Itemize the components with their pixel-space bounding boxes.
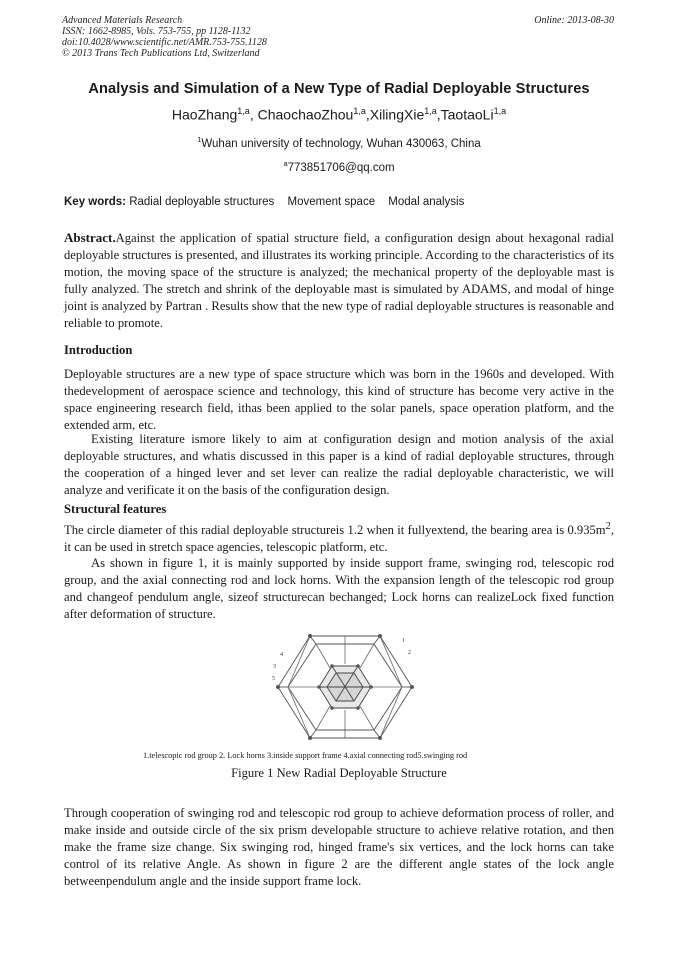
keyword: Modal analysis: [388, 196, 465, 208]
email: [40, 159, 638, 174]
figure-label: 1: [402, 638, 405, 644]
journal-issn: ISSN: 1662-8985, Vols. 753-755, pp 1128-1132: [62, 26, 251, 37]
deployable-structure-figure: [270, 628, 420, 746]
figure-label: 2: [408, 650, 411, 656]
journal-name: Advanced Materials Research: [62, 15, 183, 26]
keyword: Radial deployable structures: [129, 196, 275, 208]
structural-heading: Structural features: [64, 502, 167, 516]
figure-caption: Figure 1 New Radial Deployable Structure: [231, 766, 447, 780]
affiliation-sup: 1: [197, 135, 202, 144]
author-name: XilingXie: [369, 106, 425, 123]
introduction-paragraph-1: Deployable structures are a new type of space structure which was born in the 1960s and developed. With thedevelopment of aerospace science and technology, this kind of structure has become very active in the space engineering research field, ithas been applied to the solar panels, space operation platform, and the extended arm, etc.: [64, 367, 614, 432]
author-sup: 1,a: [424, 106, 437, 116]
keywords: [64, 196, 624, 208]
closing-paragraph: Through cooperation of swinging rod and telescopic rod group to achieve deformation process of roller, and make inside and outside circle of the six prism developable structure to achieve relative rotation, and then make the frame size change. Six swinging rod, hinged frame's six vertices, and the lock horns can take control of its relative Angle. As shown in figure 2 are the different angle states of the lock angle betweenpendulum angle and the inside support frame lock.: [64, 806, 614, 888]
journal-header: [62, 15, 442, 59]
figure-label: 5: [272, 676, 275, 682]
keywords-label: Key words:: [64, 196, 126, 208]
author-sup: 1,a: [237, 106, 250, 116]
structural-paragraph-1: [64, 518, 614, 556]
structural-text: , it can be used in stretch space agencies, telescopic platform, etc.: [64, 523, 614, 555]
author-name: TaotaoLi: [440, 106, 494, 123]
affiliation-text: Wuhan university of technology, Wuhan 430063, China: [201, 137, 481, 150]
area-superscript: 2: [605, 521, 611, 532]
abstract-label: Abstract.: [64, 230, 116, 245]
journal-copyright: © 2013 Trans Tech Publications Ltd, Switzerland: [62, 48, 260, 59]
author-sup: 1,a: [493, 106, 507, 116]
inside-support-frame: [319, 666, 371, 708]
abstract: [64, 229, 614, 332]
figure-legend: 1.telescopic rod group 2. Lock horns 3.inside support frame 4.axial connecting rod5.swinging rod: [143, 751, 468, 760]
author-list: HaoZhang$^{1,a}$, ChaochaoZhou$^{1,a}$,XilingXie$^{1,a}$,TaotaoLi$^{1,a}$: [171, 106, 507, 123]
paper-title: Analysis and Simulation of a New Type of Radial Deployable Structures: [88, 81, 590, 97]
author-sup: 1,a: [353, 106, 366, 116]
introduction-paragraph-2: Existing literature ismore likely to aim at configuration design and motion analysis of the axial deployable structures, and whatis discussed in this paper is a kind of radial deployable structures, through the cooperation of a hinged lever and set lever can realize the radial deployable characteristic, we will analyze and verificate it on the basis of the configuration design.: [64, 432, 614, 497]
structural-text: The circle diameter of this radial deployable structureis 1.2 when it fullyextend, the bearing area is 0.935m: [64, 523, 606, 538]
figure-label: 3: [273, 664, 276, 670]
journal-doi: doi:10.4028/www.scientific.net/AMR.753-755.1128: [62, 37, 267, 48]
figure-label: 4: [280, 652, 283, 658]
introduction-heading: Introduction: [64, 343, 133, 357]
email-address: 773851706@qq.com: [287, 161, 395, 174]
email-sup: a: [283, 159, 288, 168]
abstract-text: Against the application of spatial structure field, a configuration design about hexagonal radial deployable structures is presented, and illustrates its working principle. According to the characteristics of its motion, the moving space of the structure is analyzed; the mechanical property of the deployable mast is fully analyzed. The stretch and shrink of the deployable mast is simulated by ADAMS, and modal of hinge joint is analyzed by Partran . Results show that the new type of radial deployable structures is reasonable and reliable to promote.: [64, 231, 614, 330]
structural-paragraph-2: As shown in figure 1, it is mainly supported by inside support frame, swinging rod, telescopic rod group, and the axial connecting rod and lock horns. With the expansion length of the telescopic rod group and changeof pendulum angle, sizeof structurecan bechanged; Lock horns can realizeLock fixed function after deformation of structure.: [64, 556, 614, 621]
affiliation: [40, 135, 638, 150]
online-date: Online: 2013-08-30: [534, 15, 614, 26]
author-name: ChaochaoZhou: [257, 106, 354, 123]
author-name: HaoZhang: [171, 106, 238, 123]
keyword: Movement space: [287, 196, 376, 208]
